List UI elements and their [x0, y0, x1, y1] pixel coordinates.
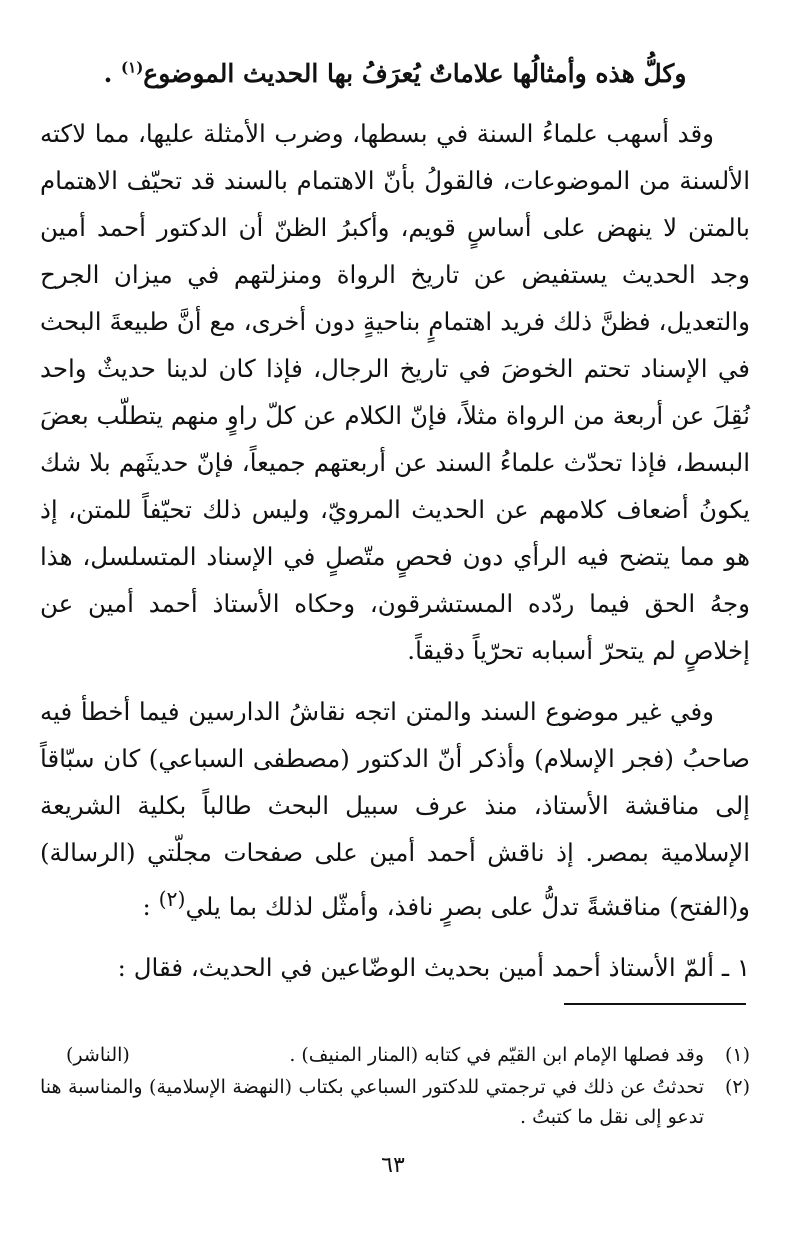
- list-item-1: ١ ـ ألمّ الأستاذ أحمد أمين بحديث الوضّاعين في الحديث، فقال :: [117, 953, 750, 983]
- page-body: [40, 50, 750, 991]
- paragraph-2-text: وفي غير موضوع السند والمتن اتجه نقاشُ الدارسين فيما أخطأ فيه صاحبُ (فجر الإسلام) وأذكر أنّ الدكتور (مصطفى السباعي) كان سبّاقاً إلى مناقشة الأستاذ، منذ عرف سبيل البحث طالباً بكلية الشريعة الإسلامية بمصر. إذ ناقش أحمد أمين على صفحات مجلّتي (الرسالة) و(الفتح) مناقشةً تدلُّ على بصرٍ نافذ، وأمثّل لذلك بما يلي: [40, 697, 750, 922]
- footnote-1-publisher-note: (الناشر): [66, 1044, 130, 1066]
- paragraph-2: [40, 688, 750, 930]
- footnote-1-number: (١): [724, 1044, 750, 1066]
- paragraph-1: وقد أسهب علماءُ السنة في بسطها، وضرب الأمثلة عليها، مما لاكته الألسنة من الموضوعات، فالقولُ بأنّ الاهتمام بالسند قد تحيّف الاهتمام بالمتن لا ينهض على أساسٍ قويم، وأكبرُ الظنّ أن الدكتور أحمد أمين وجد الحديث يستفيض عن تاريخ الرواة ومنزلتهم في ميزان الجرح والتعديل، فظنَّ ذلك فريد اهتمامٍ بناحيةٍ دون أخرى، مع أنَّ طبيعةَ البحث في الإسناد تحتم الخوضَ في تاريخ الرجال، فإذا كان لدينا حديثٌ واحد نُقِلَ عن أربعة من الرواة مثلاً، فإنّ الكلام عن كلّ راوٍ منهم يتطلّب بعضَ البسط، فإذا تحدّث علماءُ السند عن أربعتهم جميعاً، فإنّ حديثَهم بلا شك يكونُ أضعاف كلامهم عن الحديث المرويّ، وليس ذلك تحيّفاً للمتن، إذ هو مما يتضح فيه الرأي دون فحصٍ متّصلٍ في الإسناد المتسلسل، هذا وجهُ الحق فيما ردّده المستشرقون، وحكاه الأستاذ أحمد أمين عن إخلاصٍ لم يتحرّ أسبابه تحرّياً دقيقاً.: [40, 119, 750, 665]
- page-number: ٦٣: [381, 1153, 405, 1178]
- footnote-2-number: (٢): [724, 1076, 750, 1098]
- footnote-ref-1: (١): [121, 58, 144, 77]
- footnote-divider: [564, 1003, 746, 1005]
- footnote-2-text: تحدثتُ عن ذلك في ترجمتي للدكتور السباعي بكتاب (النهضة الإسلامية) والمناسبة هنا تدعو إلى نقل ما كتبتُ .: [40, 1076, 704, 1128]
- footnote-2: [40, 1072, 750, 1132]
- heading-text: وكلُّ هذه وأمثالُها علاماتٌ يُعرَفُ بها الحديث الموضوع: [143, 59, 687, 88]
- footnote-1: [40, 1040, 750, 1070]
- section-heading: [40, 50, 750, 98]
- heading-end: .: [103, 59, 122, 88]
- paragraph-2-end: :: [142, 892, 159, 922]
- footnote-1-text: وقد فصلها الإمام ابن القيّم في كتابه (المنار المنيف) .: [289, 1044, 704, 1066]
- footnote-ref-2: (٢): [158, 887, 186, 911]
- footnotes: [40, 1040, 750, 1134]
